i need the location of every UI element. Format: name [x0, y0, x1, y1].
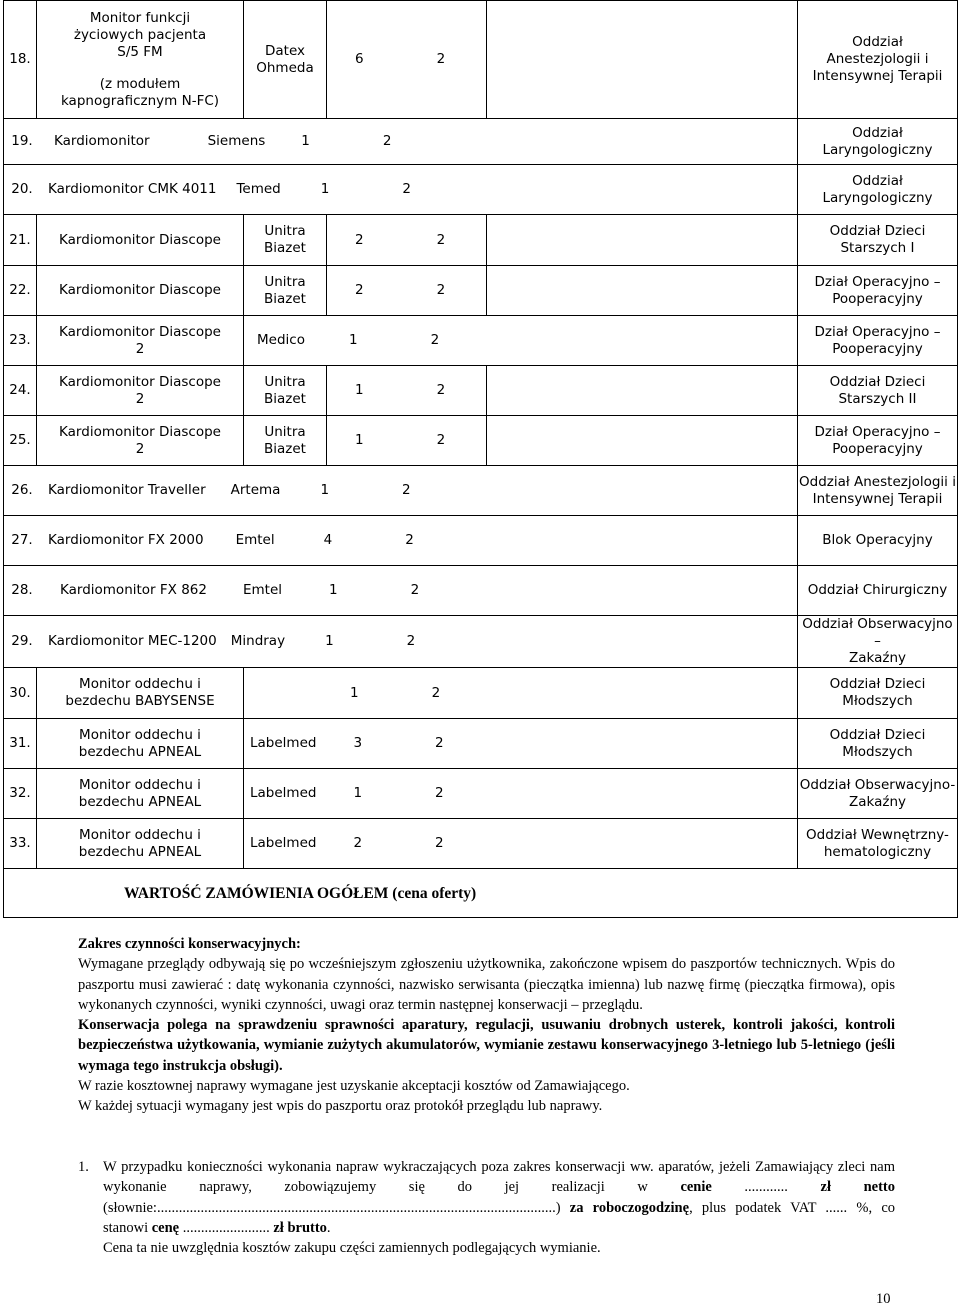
row-number: 25. [4, 416, 37, 466]
maker-quantity-cell [244, 719, 798, 769]
manufacturer: Emtel [235, 532, 275, 548]
table-row [4, 769, 958, 819]
table-row [4, 215, 958, 266]
quantity-cell [327, 1, 487, 119]
row-content [4, 516, 798, 566]
quantity: 2 [355, 231, 364, 248]
quantity: 1 [355, 382, 364, 398]
row-number: 30. [4, 668, 37, 719]
scope-paragraph: Wymagane przeglądy odbywają się po wcześniejszym zgłoszeniu użytkownika, zakończone wpisem do paszportów technicznych. Wpis do paszportu musi zawierać : datę wykonania czynności, nazwisko serwisanta (pieczątka imienna) lub nazwę firmę (pieczątka firmowa), opis wykonanych czynności, wyniki czynności, uwagi oraz termin następnej konserwacji – przeglądu. [78, 956, 896, 1013]
device-name: Kardiomonitor Diascope [37, 266, 244, 316]
department: Oddział Dzieci Starszych I [798, 215, 958, 266]
device-name: Kardiomonitor Traveller [48, 482, 206, 498]
manufacturer: Temed [236, 181, 281, 197]
manufacturer: Labelmed [250, 785, 317, 801]
department: Oddział Anestezjologii i Intensywnej Terapii [798, 1, 958, 119]
row-number: 21. [4, 215, 37, 266]
manufacturer: Labelmed [250, 835, 317, 851]
row-number: 24. [4, 366, 37, 416]
page-number: 10 [876, 1291, 891, 1307]
item-number: 1. [78, 1159, 89, 1175]
department: Oddział Dzieci Młodszych [798, 668, 958, 719]
inspections-per-year: 2 [402, 482, 411, 498]
row-number: 29. [11, 633, 33, 649]
table-row [4, 119, 958, 165]
quantity: 1 [325, 633, 334, 649]
quantity: 1 [329, 582, 338, 598]
maker-quantity-cell [244, 819, 798, 869]
spacer-cell [487, 1, 798, 119]
row-content [4, 616, 798, 668]
quantity-cell [327, 416, 487, 466]
manufacturer: Datex Ohmeda [244, 1, 327, 119]
scope-heading: Zakres czynności konserwacyjnych: [78, 936, 301, 952]
inspections-per-year: 2 [436, 432, 446, 448]
inspections-per-year: 2 [435, 835, 444, 851]
spacer-cell [487, 416, 798, 466]
quantity-cell [327, 215, 487, 266]
quantity: 6 [355, 51, 364, 67]
inspections-per-year: 2 [436, 382, 446, 398]
department: Oddział Obserwacyjno- Zakaźny [798, 769, 958, 819]
table-row [4, 266, 958, 316]
inspections-per-year: 2 [402, 181, 411, 197]
manufacturer: Unitra Biazet [244, 416, 327, 466]
row-number: 33. [4, 819, 37, 869]
inspections-per-year: 2 [436, 231, 446, 248]
device-name: Kardiomonitor CMK 4011 [48, 181, 217, 197]
quantity: 2 [353, 835, 363, 851]
manufacturer: Mindray [230, 633, 286, 649]
scope-definition: Konserwacja polega na sprawdzeniu sprawności aparatury, regulacji, usuwaniu drobnych usterek, kontroli jakości, kontroli bezpieczeństwa użytkowania, wymianie zużytych akumulatorów, wymianie zestawu konserwacyjnego 3-letniego lub 5-letniego (jeśli wymaga tego instrukcja obsługi). [78, 1017, 895, 1074]
manufacturer: Emtel [242, 582, 282, 598]
total-order-value-label: WARTOŚĆ ZAMÓWIENIA OGÓŁEM (cena oferty) [4, 869, 958, 918]
device-name: Kardiomonitor Diascope 2 [37, 416, 244, 466]
inspections-per-year: 2 [436, 51, 446, 67]
row-number: 20. [11, 181, 33, 197]
quantity-cell [327, 366, 487, 416]
row-number: 23. [4, 316, 37, 366]
department: Dział Operacyjno – Pooperacyjny [798, 266, 958, 316]
row-number: 28. [11, 582, 33, 598]
quantity-cell [327, 266, 487, 316]
quantity: 1 [350, 684, 359, 701]
row-number: 26. [11, 482, 33, 498]
device-name: Monitor funkcji życiowych pacjenta S/5 FM (z modułem kapnograficznym N-FC) [37, 1, 244, 119]
inspections-per-year: 2 [405, 532, 414, 548]
spacer-cell [487, 266, 798, 316]
table-row [4, 516, 958, 566]
manufacturer: Labelmed [250, 735, 317, 751]
row-content [4, 165, 798, 215]
inspections-per-year: 2 [406, 633, 416, 649]
inspections-per-year: 2 [436, 282, 446, 298]
table-row [4, 668, 958, 719]
device-name: Kardiomonitor [54, 133, 150, 149]
quantity: 4 [323, 532, 333, 548]
manufacturer: Unitra Biazet [244, 215, 327, 266]
row-number: 27. [11, 532, 33, 548]
item-body: W przypadku konieczności wykonania napraw wykraczających poza zakres konserwacji ww. aparatów, jeżeli Zamawiający zleci nam wykonanie naprawy, zobowiązujemy się do jej realizacji w cenie ............ zł netto (słownie:..............................................................................................................) za roboczogodzinę, plus podatek VAT ...... %, co stanowi cenę ........................ zł brutto. Cena ta nie uwzględnia kosztów zakupu części zamiennych podlegających wymianie. [103, 1157, 895, 1258]
table-row [4, 316, 958, 366]
spacer-cell [487, 366, 798, 416]
department: Oddział Dzieci Starszych II [798, 366, 958, 416]
table-row [4, 165, 958, 215]
department: Oddział Laryngologiczny [798, 165, 958, 215]
department: Dział Operacyjno – Pooperacyjny [798, 316, 958, 366]
device-name: Kardiomonitor MEC-1200 [48, 633, 217, 649]
device-name: Kardiomonitor Diascope 2 [37, 366, 244, 416]
quantity: 1 [355, 432, 364, 448]
row-content [4, 119, 798, 165]
total-row [4, 869, 958, 918]
department: Dział Operacyjno – Pooperacyjny [798, 416, 958, 466]
device-name: Kardiomonitor FX 862 [60, 582, 207, 598]
department: Oddział Wewnętrzny- hematologiczny [798, 819, 958, 869]
department: Oddział Obserwacyjno – Zakaźny [798, 616, 958, 668]
table-row [4, 1, 958, 119]
row-number: 31. [4, 719, 37, 769]
device-name: Kardiomonitor Diascope 2 [37, 316, 244, 366]
table-row [4, 819, 958, 869]
inspections-per-year: 2 [435, 735, 444, 751]
maker-quantity-cell [244, 668, 798, 719]
quantity: 1 [320, 482, 330, 498]
maker-quantity-cell [244, 316, 798, 366]
manufacturer: Unitra Biazet [244, 366, 327, 416]
inspections-per-year: 2 [382, 133, 392, 149]
device-name: Monitor oddechu i bezdechu APNEAL [37, 769, 244, 819]
item-note: Cena ta nie uwzględnia kosztów zakupu części zamiennych podlegających wymianie. [103, 1240, 601, 1257]
row-number: 22. [4, 266, 37, 316]
maker-quantity-cell [244, 769, 798, 819]
department: Oddział Chirurgiczny [798, 566, 958, 616]
inspections-per-year: 2 [435, 785, 444, 801]
equipment-table [3, 0, 958, 918]
quantity: 1 [320, 181, 330, 197]
row-content [4, 466, 798, 516]
quantity: 1 [301, 133, 310, 149]
manufacturer: Unitra Biazet [244, 266, 327, 316]
scope-entry-requirement: W każdej sytuacji wymagany jest wpis do paszportu oraz protokół przeglądu lub naprawy. [78, 1098, 603, 1115]
table-row [4, 416, 958, 466]
table-row [4, 466, 958, 516]
device-name: Kardiomonitor Diascope [37, 215, 244, 266]
manufacturer: Medico [257, 332, 305, 348]
scope-costly-repair: W razie kosztownej naprawy wymagane jest uzyskanie akceptacji kosztów od Zamawiającego. [78, 1078, 630, 1095]
spacer-cell [487, 215, 798, 266]
row-number: 18. [4, 1, 37, 119]
device-name: Kardiomonitor FX 2000 [48, 532, 204, 548]
manufacturer: Siemens [207, 133, 266, 149]
quantity: 2 [355, 282, 364, 298]
row-number: 32. [4, 769, 37, 819]
department: Oddział Anestezjologii i Intensywnej Terapii [798, 466, 958, 516]
department: Oddział Dzieci Młodszych [798, 719, 958, 769]
inspections-per-year: 2 [410, 582, 420, 598]
inspections-per-year: 2 [430, 332, 440, 348]
quantity: 1 [353, 785, 363, 801]
department: Blok Operacyjny [798, 516, 958, 566]
table-row [4, 616, 958, 668]
table-row [4, 566, 958, 616]
manufacturer: Artema [230, 482, 281, 498]
department: Oddział Laryngologiczny [798, 119, 958, 165]
inspections-per-year: 2 [431, 684, 441, 701]
device-name: Monitor oddechu i bezdechu APNEAL [37, 719, 244, 769]
quantity: 3 [353, 735, 363, 751]
row-content [4, 566, 798, 616]
quantity: 1 [348, 332, 358, 348]
table-row [4, 366, 958, 416]
device-name: Monitor oddechu i bezdechu BABYSENSE [37, 668, 244, 719]
device-name: Monitor oddechu i bezdechu APNEAL [37, 819, 244, 869]
table-row [4, 719, 958, 769]
row-number: 19. [11, 133, 33, 149]
maintenance-scope [78, 934, 895, 1117]
repair-pricing-item [78, 1157, 895, 1258]
